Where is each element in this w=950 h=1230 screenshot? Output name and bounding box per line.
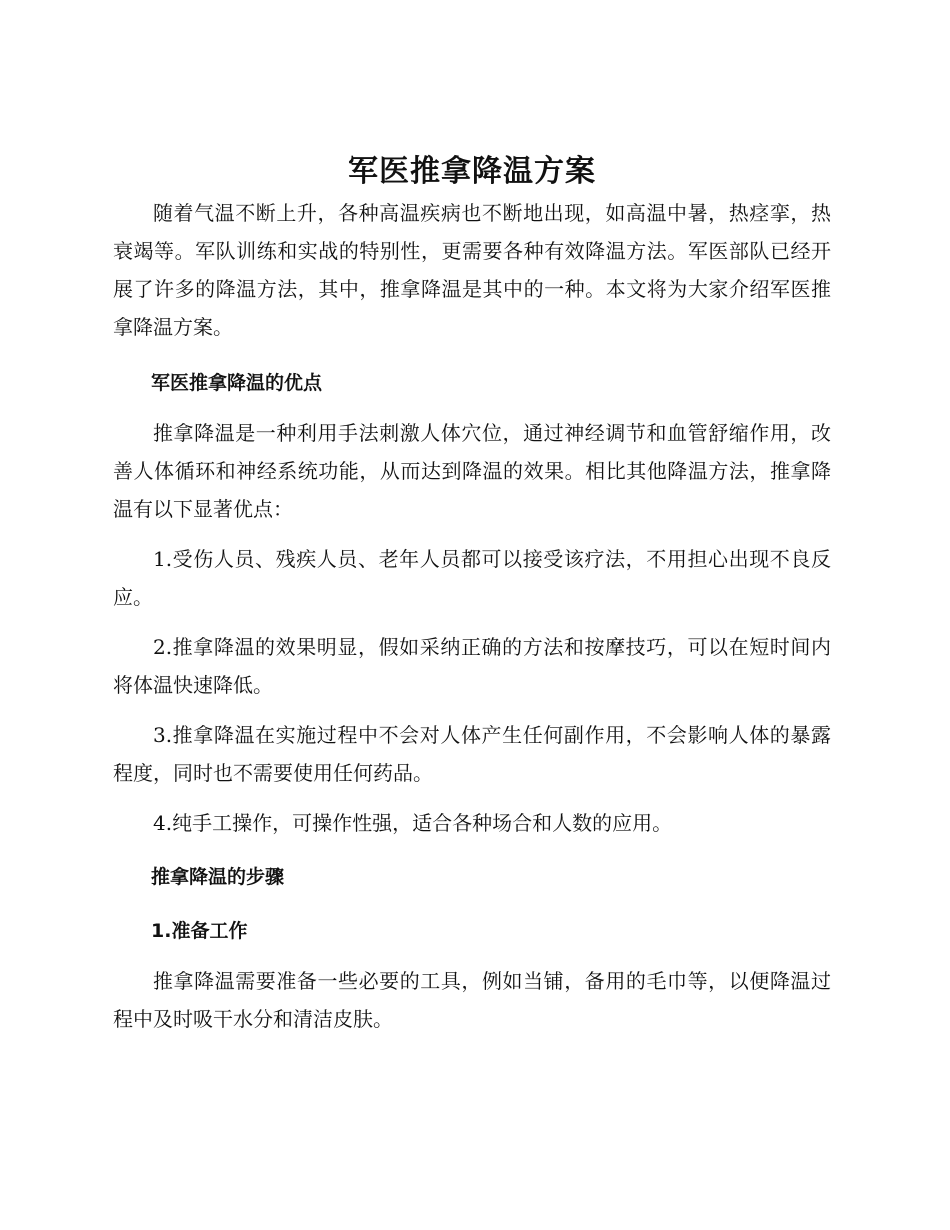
- list-item: 4.纯手工操作，可操作性强，适合各种场合和人数的应用。: [153, 811, 673, 835]
- list-item: 3.推拿降温在实施过程中不会对人体产生任何副作用，不会影响人体的暴露程度，同时也不需要使用任何药品。: [113, 723, 831, 785]
- advantages-paragraph: 推拿降温是一种利用手法刺激人体穴位，通过神经调节和血管舒缩作用，改善人体循环和神经系统功能，从而达到降温的效果。相比其他降温方法，推拿降温有以下显著优点：: [113, 421, 831, 521]
- subheading-preparation: 1.准备工作: [151, 920, 248, 942]
- list-item: 2.推拿降温的效果明显，假如采纳正确的方法和按摩技巧，可以在短时间内将体温快速降低。: [113, 635, 831, 697]
- preparation-paragraph: 推拿降温需要准备一些必要的工具，例如当铺，备用的毛巾等，以便降温过程中及时吸干水分和清洁皮肤。: [113, 969, 831, 1031]
- section-heading-steps: 推拿降温的步骤: [151, 866, 285, 888]
- document-title: 军医推拿降温方案: [348, 154, 596, 189]
- list-item: 1.受伤人员、残疾人员、老年人员都可以接受该疗法，不用担心出现不良反应。: [113, 547, 831, 609]
- document-page: [113, 150, 831, 1038]
- section-heading-advantages: 军医推拿降温的优点: [151, 372, 323, 394]
- intro-paragraph: 随着气温不断上升，各种高温疾病也不断地出现，如高温中暑，热痉挛，热衰竭等。军队训练和实战的特别性，更需要各种有效降温方法。军医部队已经开展了许多的降温方法，其中，推拿降温是其中的一种。本文将为大家介绍军医推拿降温方案。: [113, 201, 831, 339]
